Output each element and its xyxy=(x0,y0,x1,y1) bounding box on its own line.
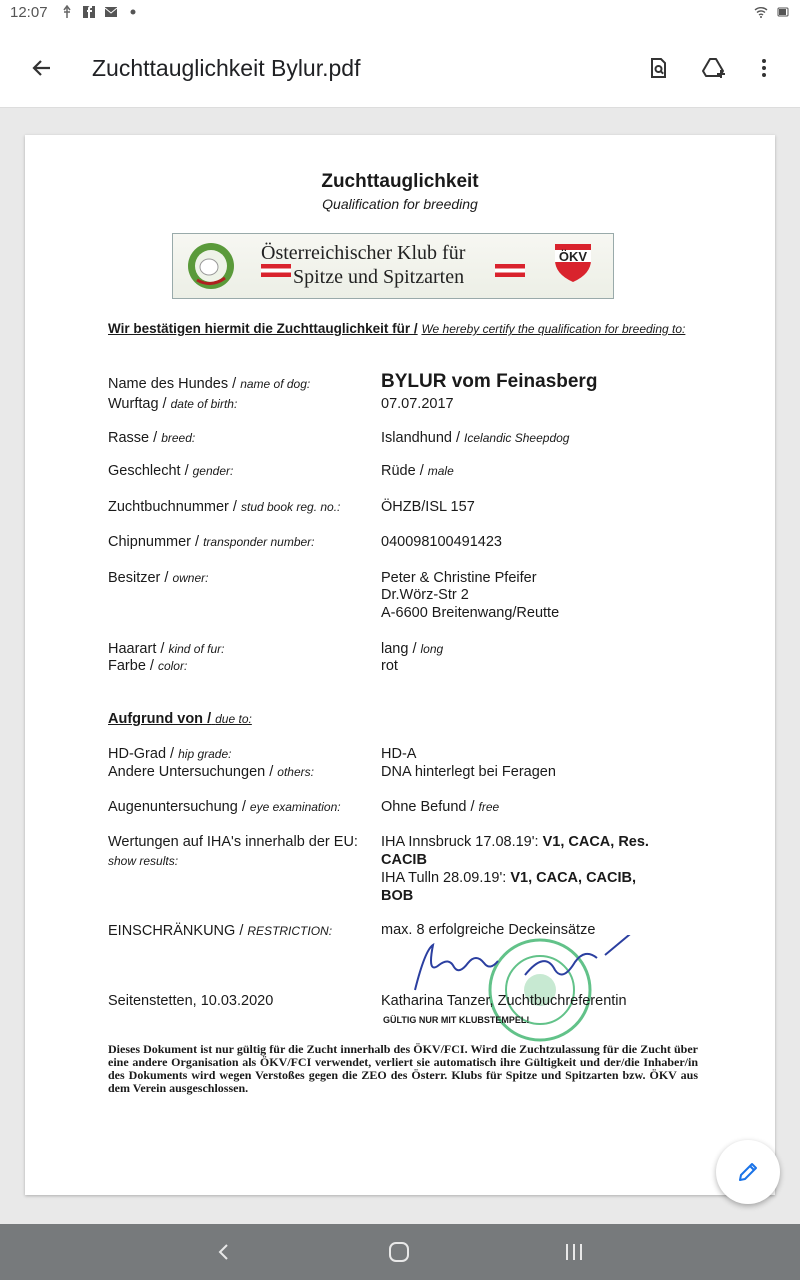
find-in-page-icon xyxy=(646,56,670,80)
more-vert-icon xyxy=(752,56,776,80)
arrow-back-icon xyxy=(30,56,54,80)
show-results-label: Wertungen auf IHA's innerhalb der EU: xyxy=(108,834,358,850)
facebook-icon xyxy=(82,5,96,19)
back-button[interactable] xyxy=(20,46,64,90)
club-banner xyxy=(172,233,614,299)
hip-grade-value: HD-A xyxy=(381,746,417,762)
club-logo-icon xyxy=(185,240,237,292)
pdf-page xyxy=(25,135,775,1195)
recents-icon xyxy=(563,1241,585,1263)
breed-value: Islandhund / Icelandic Sheepdog xyxy=(381,430,570,446)
color-value: rot xyxy=(381,658,398,674)
chevron-left-icon xyxy=(214,1242,234,1262)
banner-line-1: Österreichischer Klub für xyxy=(261,242,466,264)
dot-icon xyxy=(126,5,140,19)
austrian-flag-icon xyxy=(495,264,525,277)
document-heading: Zuchttauglichkeit xyxy=(321,171,479,192)
birth-value: 07.07.2017 xyxy=(381,396,454,412)
show-result-1: IHA Innsbruck 17.08.19': V1, CACA, Res. xyxy=(381,834,649,850)
document-title: Zuchttauglichkeit Bylur.pdf xyxy=(92,55,361,81)
color-label: Farbe / color: xyxy=(108,658,188,674)
owner-line-3: A-6600 Breitenwang/Reutte xyxy=(381,605,560,621)
nav-home-button[interactable] xyxy=(379,1234,419,1270)
status-time: 12:07 xyxy=(10,4,48,21)
add-to-drive-button[interactable] xyxy=(692,46,736,90)
home-circle-icon xyxy=(388,1241,410,1263)
certification-statement xyxy=(108,321,708,337)
valid-note: GÜLTIG NUR MIT KLUBSTEMPEL! xyxy=(383,1015,530,1025)
search-in-document-button[interactable] xyxy=(636,46,680,90)
navigation-bar xyxy=(0,1224,800,1280)
show-results-label-en: show results: xyxy=(108,854,179,868)
other-exams-label: Andere Untersuchungen / others: xyxy=(108,764,314,780)
show-result-2: IHA Tulln 28.09.19': V1, CACA, CACIB, xyxy=(381,870,637,886)
basis-section-title: Aufgrund von / due to: xyxy=(108,711,252,727)
nav-recents-button[interactable] xyxy=(554,1234,594,1270)
dog-name-label: Name des Hundes / name of dog: xyxy=(108,376,311,392)
add-to-drive-icon xyxy=(701,56,727,80)
fur-value: lang / long xyxy=(381,641,444,657)
hip-grade-label: HD-Grad / hip grade: xyxy=(108,746,232,762)
battery-icon xyxy=(776,5,790,19)
document-subheading: Qualification for breeding xyxy=(322,196,478,212)
dog-name-value: BYLUR vom Feinasberg xyxy=(381,371,598,392)
place-date: Seitenstetten, 10.03.2020 xyxy=(108,993,274,1009)
wifi-icon xyxy=(754,5,768,19)
breed-label: Rasse / breed: xyxy=(108,430,196,446)
okv-badge-text: ÖKV xyxy=(558,249,588,264)
owner-label: Besitzer / owner: xyxy=(108,570,209,586)
system-icons xyxy=(754,5,790,19)
stud-book-value: ÖHZB/ISL 157 xyxy=(381,499,475,515)
pencil-icon xyxy=(736,1160,760,1184)
show-result-2-cont: BOB xyxy=(381,888,414,904)
chip-value: 040098100491423 xyxy=(381,534,502,550)
signer: Katharina Tanzer, Zuchtbuchreferentin xyxy=(381,993,627,1009)
restriction-label: EINSCHRÄNKUNG / RESTRICTION: xyxy=(108,923,333,939)
more-options-button[interactable] xyxy=(742,46,786,90)
birth-label: Wurftag / date of birth: xyxy=(108,396,238,412)
validity-disclaimer: Dieses Dokument ist nur gültig für die Zucht innerhalb des ÖKV/FCI. Wird die Zuchtzulassung für die Zucht über eine andere Organisation als ÖKV/FCI verwendet, verliert sie automatisch ihre Gültigkeit und der/die Inhaber/in des Dokuments wird wegen Verstoßes gegen die ZEO des Österr. Klubs für Spitze und Spitzarten bzw. ÖKV aus dem Verein ausgeschlossen. xyxy=(108,1042,698,1095)
mail-icon xyxy=(104,5,118,19)
owner-line-2: Dr.Wörz-Str 2 xyxy=(381,587,469,603)
notification-icons xyxy=(60,5,140,19)
eye-exam-label: Augenuntersuchung / eye examination: xyxy=(108,799,341,815)
certify-en: We hereby certify the qualification for breeding to: xyxy=(421,322,686,336)
nav-back-button[interactable] xyxy=(204,1234,244,1270)
chip-label: Chipnummer / transponder number: xyxy=(108,534,315,550)
gender-value: Rüde / male xyxy=(381,463,454,479)
show-result-1-cont: CACIB xyxy=(381,852,427,868)
status-bar xyxy=(0,0,800,28)
gender-label: Geschlecht / gender: xyxy=(108,463,234,479)
eye-exam-value: Ohne Befund / free xyxy=(381,799,500,815)
certify-de: Wir bestätigen hiermit die Zuchttauglichkeit für / xyxy=(108,321,418,336)
other-exams-value: DNA hinterlegt bei Feragen xyxy=(381,764,556,780)
usb-icon xyxy=(60,5,74,19)
restriction-value: max. 8 erfolgreiche Deckeinsätze xyxy=(381,922,596,938)
stud-book-label: Zuchtbuchnummer / stud book reg. no.: xyxy=(108,499,341,515)
okv-logo xyxy=(551,240,595,284)
fur-label: Haarart / kind of fur: xyxy=(108,641,225,657)
app-bar xyxy=(0,28,800,108)
edit-button[interactable] xyxy=(716,1140,780,1204)
owner-line-1: Peter & Christine Pfeifer xyxy=(381,570,537,586)
banner-line-2: Spitze und Spitzarten xyxy=(293,266,465,288)
